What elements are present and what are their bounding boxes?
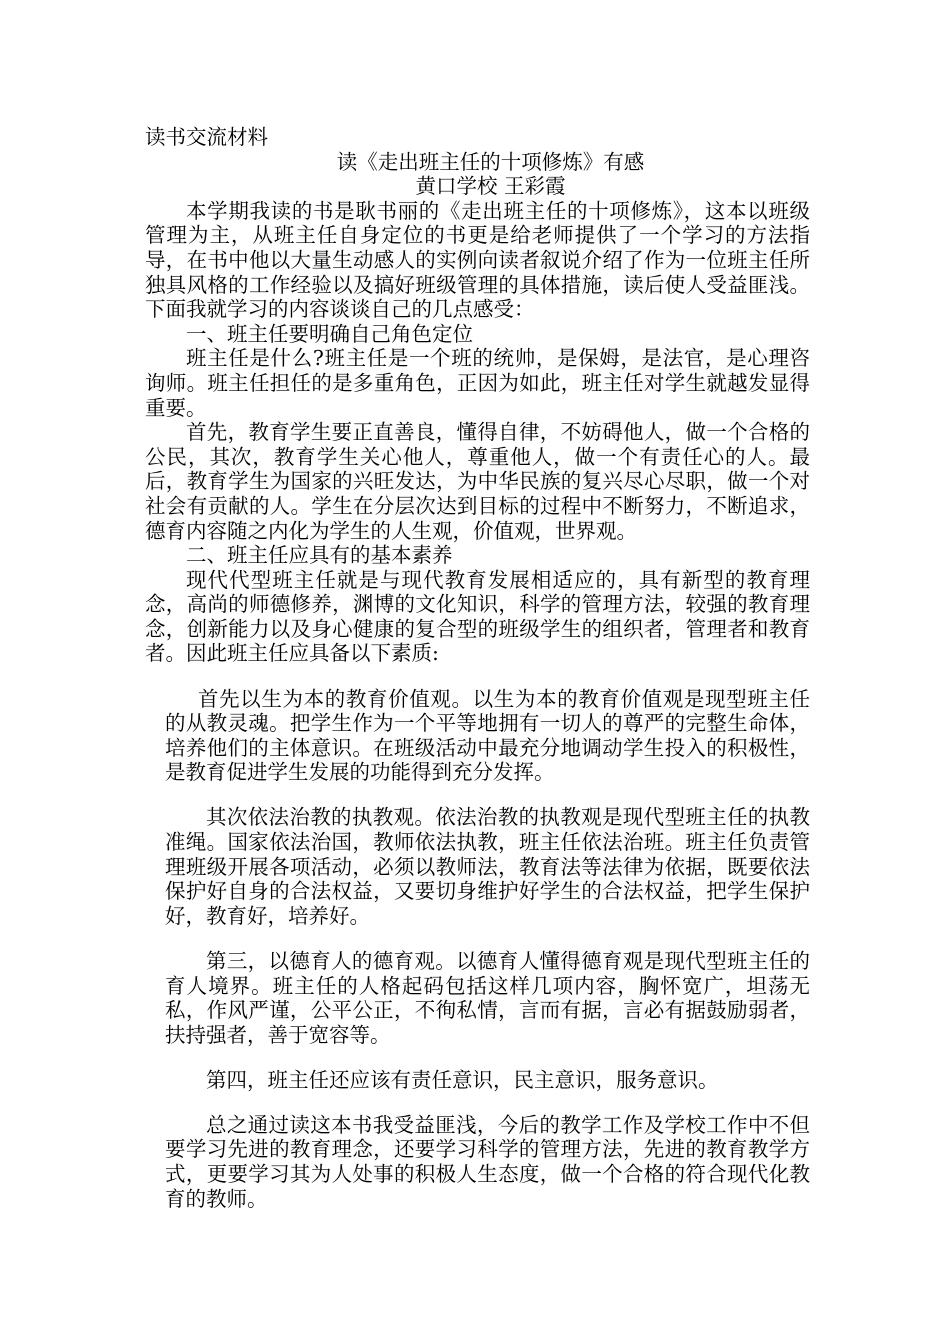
document-page (145, 125, 810, 1232)
point-2-paragraph: 其次依法治教的执教观。依法治教的执教观是现代型班主任的执教准绳。国家依法治国，教师依法执教，班主任依法治班。班主任负责管理班级开展各项活动，必须以教师法，教育法等法律为依据，既要依法保护好自身的合法权益，又要切身维护好学生的合法权益，把学生保护好，教育好，培养好。 (165, 805, 810, 928)
document-author: 黄口学校 王彩霞 (415, 174, 566, 199)
document-label: 读书交流材料 (145, 125, 268, 149)
section-1-paragraph-1: 班主任是什么?班主任是一个班的统帅，是保姆，是法官，是心理咨询师。班主任担任的是多重角色，正因为如此，班主任对学生就越发显得重要。 (145, 346, 810, 420)
document-title: 读《走出班主任的十项修炼》有感 (336, 149, 645, 174)
point-1-paragraph: 首先以生为本的教育价值观。以生为本的教育价值观是现型班主任的从教灵魂。把学生作为一个平等地拥有一切人的尊严的完整生命体，培养他们的主体意识。在班级活动中最充分地调动学生投入的积极性，是教育促进学生发展的功能得到充分发挥。 (165, 686, 810, 785)
section-2-heading: 二、班主任应具有的基本素养 (186, 543, 453, 568)
section-1-paragraph-2: 首先，教育学生要正直善良，懂得自律，不妨碍他人，做一个合格的公民，其次，教育学生关心他人，尊重他人，做一个有责任心的人。最后，教育学生为国家的兴旺发达，为中华民族的复兴尽心尽职，做一个对社会有贡献的人。学生在分层次达到目标的过程中不断努力，不断追求，德育内容随之内化为学生的人生观，价值观，世界观。 (145, 420, 810, 543)
section-1-heading: 一、班主任要明确自己角色定位 (186, 321, 473, 346)
conclusion-paragraph: 总之通过读这本书我受益匪浅，今后的教学工作及学校工作中不但要学习先进的教育理念，还要学习科学的管理方法，先进的教育教学方式，更要学习其为人处事的积极人生态度，做一个合格的符合现代化教育的教师。 (165, 1112, 810, 1211)
point-4-paragraph: 第四，班主任还应该有责任意识，民主意识，服务意识。 (206, 1067, 719, 1092)
section-2-paragraph-1: 现代代型班主任就是与现代教育发展相适应的，具有新型的教育理念，高尚的师德修养，渊博的文化知识，科学的管理方法，较强的教育理念，创新能力以及身心健康的复合型的班级学生的组织者，管理者和教育者。因此班主任应具备以下素质: (145, 567, 810, 666)
intro-paragraph: 本学期我读的书是耿书丽的《走出班主任的十项修炼》，这本以班级管理为主，从班主任自身定位的书更是给老师提供了一个学习的方法指导，在书中他以大量生动感人的实例向读者叙说介绍了作为一位班主任所独具风格的工作经验以及搞好班级管理的具体措施，读后使人受益匪浅。下面我就学习的内容谈谈自己的几点感受： (145, 198, 810, 322)
point-3-paragraph: 第三，以德育人的德育观。以德育人懂得德育观是现代型班主任的育人境界。班主任的人格起码包括这样几项内容，胸怀宽广，坦荡无私，作风严谨，公平公正，不徇私情，言而有据，言必有据鼓励弱者，扶持强者，善于宽容等。 (165, 948, 810, 1047)
